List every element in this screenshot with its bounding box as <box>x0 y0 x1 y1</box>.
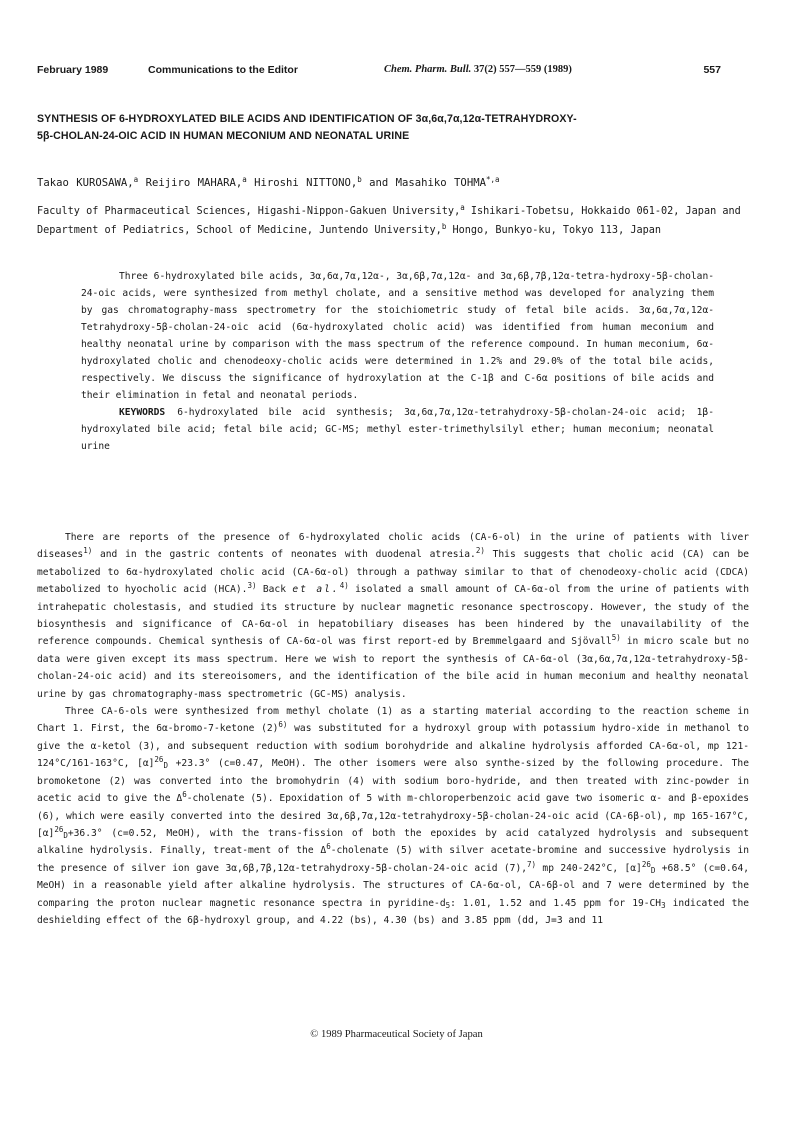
author-4: Masahiko TOHMA <box>395 177 486 189</box>
body-text: isolated a small amount of CA-6α-ol from the urine of patients with intrahepatic cholestasis, and studied its structure by nuclear magnetic resonance spectroscopy. However, the study of the biosynthesis and significance of CA-6α-ol in hepatobiliary diseases has been hindered by the unavailability of the reference compounds. Chemical synthesis of CA-6α-ol was first report-ed by Bremmelgaard and Sjövall <box>37 584 749 648</box>
deuterium-count: 5 <box>445 900 451 910</box>
affiliation-text-3: Hongo, Bunkyo-ku, Tokyo 113, Japan <box>452 224 662 236</box>
affiliations <box>37 203 749 240</box>
title-line-2: 5β-CHOLAN-24-OIC ACID IN HUMAN MECONIUM AND NEONATAL URINE <box>37 130 410 142</box>
rotation-temp: 26 <box>641 859 651 869</box>
header-date: February 1989 <box>37 64 109 76</box>
header-journal <box>384 64 572 75</box>
author-3: Hiroshi NITTONO, <box>254 177 358 189</box>
keywords <box>81 404 714 455</box>
rotation-line: D <box>650 865 656 875</box>
author-and: and <box>369 177 389 189</box>
rotation-line: D <box>163 761 168 771</box>
reference-7: 7) <box>527 859 537 869</box>
body-text: and in the gastric contents of neonates with duodenal atresia. <box>100 549 476 561</box>
reference-6: 6) <box>278 720 288 730</box>
delta-position: 6 <box>326 842 331 852</box>
body-text: was substituted for a hydroxyl group with potassium hydro-xide in methanol to give the α-ketol (3), and subsequent reduction with sodium borohydride and alkaline hydrolysis afforded CA-6α-ol, mp 121-124°C/161-163°C, [α] <box>37 723 749 770</box>
affiliation-mark-b: b <box>441 221 447 231</box>
reference-2: 2) <box>475 546 485 556</box>
author-2-affil: a <box>242 175 247 184</box>
body-text: +36.3° (c=0.52, MeOH), with the trans-fission of both the epoxides by acid catalyzed hydrolysis and subsequent alkaline hydrolysis. Finally, treat-ment of the Δ <box>37 827 749 857</box>
body-text: There are reports of the presence of 6-hydroxylated cholic acids (CA-6-ol) in the urine of patients with liver diseases <box>37 532 749 561</box>
rotation-temp: 26 <box>154 755 164 765</box>
author-list <box>37 177 500 189</box>
affiliation-text-2: Ishikari-Tobetsu, Hokkaido 061-02, Japan and Department of Pediatrics, School of Medicine, Juntendo University, <box>37 206 741 236</box>
affiliation-mark-a: a <box>460 203 465 212</box>
affiliation-text-1: Faculty of Pharmaceutical Sciences, Higashi-Nippon-Gakuen University, <box>37 206 461 217</box>
reference-1: 1) <box>83 546 93 556</box>
body-text: mp 240-242°C, [α] <box>542 862 642 874</box>
author-3-affil: b <box>357 175 362 184</box>
body-paragraph-1 <box>37 529 749 703</box>
author-2: Reijiro MAHARA, <box>145 177 243 189</box>
header-page-number: 557 <box>703 64 721 76</box>
copyright-footer: © 1989 Pharmaceutical Society of Japan <box>310 1029 483 1040</box>
abstract-text: Three 6-hydroxylated bile acids, 3α,6α,7α,12α-, 3α,6β,7α,12α- and 3α,6β,7β,12α-tetra-hydroxy-5β-cholan-24-oic acids, were synthesized from methyl cholate, and a sensitive method was developed for analyzing them by gas chromatography-mass spectrometry for the stoichiometric study of fetal bile acids. 3α,6α,7α,12α-Tetrahydroxy-5β-cholan-24-oic acid (6α-hydroxylated cholic acid) was identified from human meconium and healthy neonatal urine by comparison with the mass spectrum of the reference compound. In human meconium, 6α-hydroxylated cholic and chenodeoxy-cholic acids were determined in 1.2% and 29.0% of the total bile acids, respectively. We discuss the significance of hydroxylation at the C-1β and C-6α positions of bile acids and their elimination in fetal and neonatal periods. <box>81 271 714 401</box>
reference-4: 4) <box>339 581 349 591</box>
body-text: : 1.01, 1.52 and 1.45 ppm for 19-CH <box>450 897 662 909</box>
body-text: indicated the deshielding effect of the 6β-hydroxyl group, and 4.22 (bs), 4.30 (bs) and 3.85 ppm (dd, J=3 and 11 <box>37 897 750 926</box>
methyl-subscript: 3 <box>661 900 666 910</box>
body-text: Three CA-6-ols were synthesized from methyl cholate (1) as a starting material according to the reaction scheme in Chart 1. First, the 6α-bromo-7-ketone (2) <box>37 706 749 735</box>
body-text: in micro scale but no data were given except its mass spectrum. Here we wish to report the synthesis of CA-6α-ol (3α,6α,7α,12α-tetrahydroxy-5β-cholan-24-oic acid) and its stereoisomers, and the identification of the bile acid in human meconium and healthy neonatal urine by gas chromatography-mass spectrometric (GC-MS) analysis. <box>37 636 749 700</box>
keywords-text: 6-hydroxylated bile acid synthesis; 3α,6α,7α,12α-tetrahydroxy-5β-cholan-24-oic acid; 1β-hydroxylated bile acid; fetal bile acid; GC-MS; methyl ester-trimethylsilyl ether; human meconium; neonatal urine <box>81 407 714 452</box>
keywords-label: KEYWORDS <box>119 407 166 418</box>
abstract <box>81 268 714 455</box>
reference-3: 3) <box>247 581 257 591</box>
rotation-temp: 26 <box>54 824 64 834</box>
body-text: Back <box>262 584 286 596</box>
et-al: et al. <box>292 584 340 596</box>
journal-citation: 37(2) 557—559 (1989) <box>473 64 572 75</box>
article-body <box>37 529 749 929</box>
title-line-1: SYNTHESIS OF 6-HYDROXYLATED BILE ACIDS AND IDENTIFICATION OF 3α,6α,7α,12α-TETRAHYDROXY- <box>37 113 577 125</box>
header-section: Communications to the Editor <box>148 64 298 76</box>
body-text: -cholenate (5). Epoxidation of 5 with m-chloroperbenzoic acid gave two isomeric α- and β-epoxides (6), which were easily converted into the desired 3α,6β,7α,12α-tetrahydroxy-5β-cholan-24-oic acid (CA-6β-ol), mp 165-167°C, [α] <box>37 793 749 839</box>
body-text: +68.5° (c=0.64, MeOH) in a reasonable yield after alkaline hydrolysis. The structures of CA-6α-ol, CA-6β-ol and 7 were determined by the comparing the proton nuclear magnetic resonance spectra in pyridine-d <box>37 862 750 909</box>
body-text: +23.3° (c=0.47, MeOH). The other isomers were also synthe-sized by the following procedure. The bromoketone (2) was converted into the bromohydrin (4) with sodium boro-hydride, and then treated with zinc-powder in acetic acid to give the Δ <box>37 758 749 805</box>
author-4-affil: *,a <box>485 175 500 184</box>
journal-name: Chem. Pharm. Bull. <box>384 64 472 75</box>
rotation-line: D <box>63 830 68 840</box>
reference-5: 5) <box>611 633 621 643</box>
author-1-affil: a <box>133 175 139 184</box>
author-1: Takao KUROSAWA, <box>37 177 134 189</box>
article-title <box>37 111 737 145</box>
body-paragraph-2 <box>37 703 749 929</box>
delta-position: 6 <box>182 790 187 800</box>
body-text: This suggests that cholic acid (CA) can be metabolized to 6α-hydroxylated cholic acid (CA-6α-ol) through a pathway similar to that of chenodeoxy-cholic acid (CDCA) metabolized to hyocholic acid (HCA). <box>37 549 750 596</box>
body-text: -cholenate (5) with silver acetate-bromine and successive hydrolysis in the presence of silver ion gave 3α,6β,7β,12α-tetrahydroxy-5β-cholan-24-oic acid (7), <box>37 845 749 874</box>
